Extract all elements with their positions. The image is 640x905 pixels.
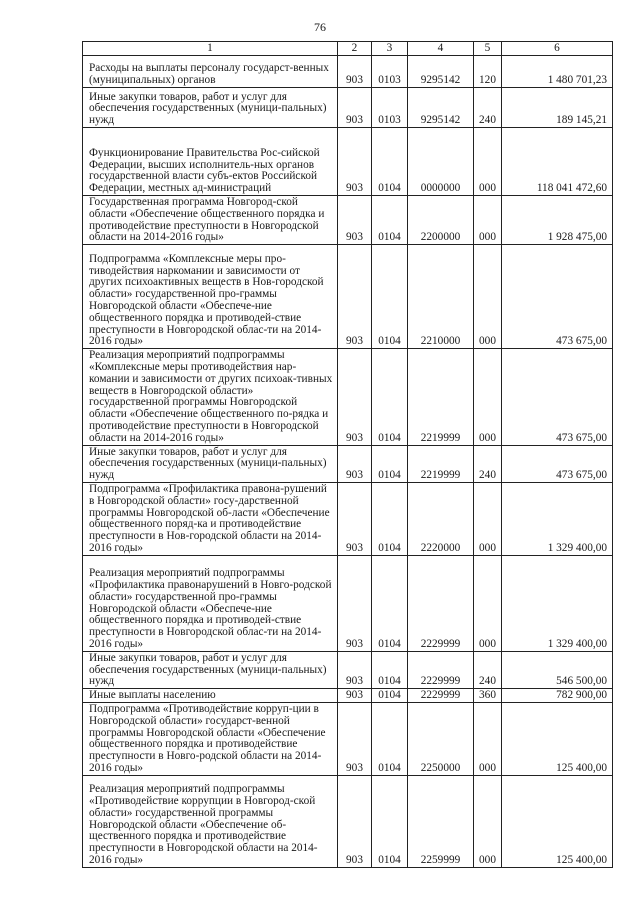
row-name: Функционирование Правительства Рос-сийской Федерации, высших исполнитель-ных органов государственной власти субъ-ектов Российской Федерации, местных ад-министраций	[83, 128, 338, 196]
amount: 1 928 475,00	[502, 196, 613, 245]
row-name: Иные закупки товаров, работ и услуг для обеспечения государственных (муници-пальных) нужд	[83, 88, 338, 128]
row-name: Государственная программа Новгород-ской области «Обеспечение общественного порядка и противодействие преступности в Новгородской области на 2014-2016 годы»	[83, 196, 338, 245]
amount: 125 400,00	[502, 775, 613, 867]
page-number: 76	[314, 20, 326, 34]
amount: 473 675,00	[502, 349, 613, 445]
section-code: 0104	[372, 128, 408, 196]
budget-table	[82, 41, 613, 868]
section-code: 0104	[372, 245, 408, 349]
table-row	[83, 651, 613, 688]
expense-type-code: 000	[474, 775, 502, 867]
target-article-code: 2250000	[408, 702, 474, 775]
table-row	[83, 702, 613, 775]
chapter-code: 903	[338, 651, 372, 688]
target-article-code: 2219999	[408, 445, 474, 482]
target-article-code: 9295142	[408, 56, 474, 88]
column-header-5: 5	[474, 42, 502, 56]
amount: 125 400,00	[502, 702, 613, 775]
chapter-code: 903	[338, 56, 372, 88]
row-name: Реализация мероприятий подпрограммы «Профилактика правонарушений в Новго-родской области» государственной про-граммы Новгородской области «Обеспече-ние общественного порядка и противодей-ствие преступности в Новгородской облас-ти на 2014-2016 годы»	[83, 555, 338, 651]
chapter-code: 903	[338, 482, 372, 555]
amount: 473 675,00	[502, 445, 613, 482]
table-row	[83, 555, 613, 651]
column-header-2: 2	[338, 42, 372, 56]
amount: 1 480 701,23	[502, 56, 613, 88]
table-row	[83, 245, 613, 349]
row-name: Иные выплаты населению	[83, 689, 338, 703]
amount: 118 041 472,60	[502, 128, 613, 196]
row-name: Реализация мероприятий подпрограммы «Противодействие коррупции в Новгород-ской области» государственной программы Новгородской области «Обеспечение об-щественного порядка и противодействие преступности в Новгородской области на 2014-2016 годы»	[83, 775, 338, 867]
column-header-4: 4	[408, 42, 474, 56]
expense-type-code: 240	[474, 88, 502, 128]
table-row	[83, 56, 613, 88]
expense-type-code: 240	[474, 445, 502, 482]
target-article-code: 2210000	[408, 245, 474, 349]
amount: 782 900,00	[502, 689, 613, 703]
target-article-code: 2259999	[408, 775, 474, 867]
section-code: 0103	[372, 88, 408, 128]
section-code: 0104	[372, 445, 408, 482]
table-row	[83, 128, 613, 196]
section-code: 0103	[372, 56, 408, 88]
section-code: 0104	[372, 555, 408, 651]
chapter-code: 903	[338, 445, 372, 482]
section-code: 0104	[372, 196, 408, 245]
section-code: 0104	[372, 702, 408, 775]
column-header-1: 1	[83, 42, 338, 56]
row-name: Подпрограмма «Комплексные меры про-тиводействия наркомании и зависимости от других психоактивных веществ в Нов-городской области» государственной про-граммы Новгородской области «Обеспече-ние общественного порядка и противодей-ствие преступности в Новгородской облас-ти на 2014-2016 годы»	[83, 245, 338, 349]
chapter-code: 903	[338, 555, 372, 651]
row-name: Подпрограмма «Противодействие корруп-ции в Новгородской области» государст-венной программы Новгородской области «Обеспечение общественного порядка и противодействие преступности в Новго-родской области на 2014-2016 годы»	[83, 702, 338, 775]
chapter-code: 903	[338, 196, 372, 245]
target-article-code: 2220000	[408, 482, 474, 555]
expense-type-code: 000	[474, 702, 502, 775]
chapter-code: 903	[338, 702, 372, 775]
chapter-code: 903	[338, 775, 372, 867]
table-header-row	[83, 42, 613, 56]
row-name: Реализация мероприятий подпрограммы «Комплексные меры противодействия нар-комании и зависимости от других психоак-тивных веществ в Новгородской области» государственной программы Новгородской области «Обеспечение общественного по-рядка и противодействие преступности в Новгородской области на 2014-2016 годы»	[83, 349, 338, 445]
target-article-code: 2200000	[408, 196, 474, 245]
expense-type-code: 000	[474, 482, 502, 555]
table-row	[83, 445, 613, 482]
target-article-code: 9295142	[408, 88, 474, 128]
amount: 1 329 400,00	[502, 555, 613, 651]
target-article-code: 2229999	[408, 689, 474, 703]
expense-type-code: 120	[474, 56, 502, 88]
expense-type-code: 360	[474, 689, 502, 703]
column-header-6: 6	[502, 42, 613, 56]
expense-type-code: 000	[474, 245, 502, 349]
expense-type-code: 000	[474, 349, 502, 445]
column-header-3: 3	[372, 42, 408, 56]
row-name: Иные закупки товаров, работ и услуг для обеспечения государственных (муници-пальных) нужд	[83, 651, 338, 688]
table-body	[83, 42, 613, 868]
target-article-code: 2229999	[408, 651, 474, 688]
row-name: Иные закупки товаров, работ и услуг для обеспечения государственных (муници-пальных) нужд	[83, 445, 338, 482]
expense-type-code: 240	[474, 651, 502, 688]
target-article-code: 0000000	[408, 128, 474, 196]
target-article-code: 2219999	[408, 349, 474, 445]
amount: 473 675,00	[502, 245, 613, 349]
chapter-code: 903	[338, 128, 372, 196]
section-code: 0104	[372, 482, 408, 555]
table-row	[83, 482, 613, 555]
expense-type-code: 000	[474, 128, 502, 196]
row-name: Подпрограмма «Профилактика правона-рушений в Новгородской области» госу-дарственной программы Новгородской об-ласти «Обеспечение общественного поряд-ка и противодействие преступности в Нов-городской области на 2014-2016 годы»	[83, 482, 338, 555]
chapter-code: 903	[338, 689, 372, 703]
expense-type-code: 000	[474, 196, 502, 245]
section-code: 0104	[372, 349, 408, 445]
amount: 1 329 400,00	[502, 482, 613, 555]
section-code: 0104	[372, 775, 408, 867]
amount: 546 500,00	[502, 651, 613, 688]
row-name: Расходы на выплаты персоналу государст-венных (муниципальных) органов	[83, 56, 338, 88]
chapter-code: 903	[338, 245, 372, 349]
section-code: 0104	[372, 689, 408, 703]
expense-type-code: 000	[474, 555, 502, 651]
target-article-code: 2229999	[408, 555, 474, 651]
table-row	[83, 689, 613, 703]
amount: 189 145,21	[502, 88, 613, 128]
chapter-code: 903	[338, 88, 372, 128]
table-row	[83, 349, 613, 445]
table-row	[83, 196, 613, 245]
table-row	[83, 775, 613, 867]
chapter-code: 903	[338, 349, 372, 445]
table-row	[83, 88, 613, 128]
section-code: 0104	[372, 651, 408, 688]
